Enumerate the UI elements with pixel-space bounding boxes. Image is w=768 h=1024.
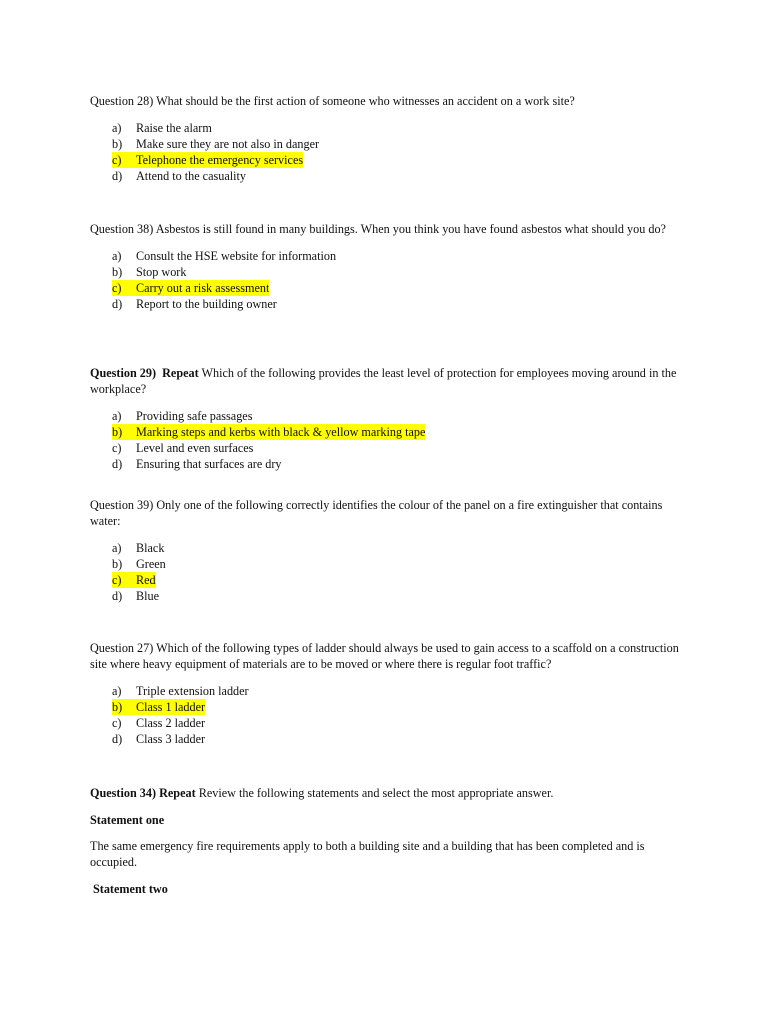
question-text <box>90 785 685 801</box>
question-text <box>90 640 685 672</box>
question-27 <box>90 640 685 747</box>
question-body: Only one of the following correctly identifies the colour of the panel on a fire extinguisher that contains water: <box>90 498 663 528</box>
question-39 <box>90 497 685 604</box>
question-number: Question 29) <box>90 366 157 380</box>
option-c-highlighted: c) Telephone the emergency services <box>112 153 304 167</box>
option-a: a) Triple extension ladder <box>112 684 249 698</box>
question-28 <box>90 93 685 184</box>
repeat-tag: Repeat <box>159 786 196 800</box>
options-list <box>90 248 685 312</box>
option-a: a) Black <box>112 541 165 555</box>
question-number: Question 34) <box>90 786 157 800</box>
question-text <box>90 221 685 237</box>
options-list <box>90 683 685 747</box>
option-d: d) Report to the building owner <box>112 297 277 311</box>
option-a: a) Raise the alarm <box>112 121 212 135</box>
option-b: b) Make sure they are not also in danger <box>112 137 320 151</box>
statement-one-heading: Statement one <box>90 813 165 827</box>
option-c: c) Class 2 ladder <box>112 716 206 730</box>
question-body: Which of the following types of ladder should always be used to gain access to a scaffold on a construction site where heavy equipment of materials are to be moved or where there is regular foot traffic? <box>90 641 679 671</box>
question-text <box>90 497 685 529</box>
question-body: What should be the first action of someone who witnesses an accident on a work site? <box>156 94 575 108</box>
option-d: d) Ensuring that surfaces are dry <box>112 457 282 471</box>
options-list <box>90 120 685 184</box>
question-text <box>90 365 685 397</box>
statement-one <box>90 812 685 828</box>
question-body: Which of the following provides the least level of protection for employees moving around in the workplace? <box>90 366 677 396</box>
option-b: b) Green <box>112 557 166 571</box>
repeat-tag: Repeat <box>162 366 199 380</box>
question-38 <box>90 221 685 312</box>
option-b: b) Stop work <box>112 265 187 279</box>
question-body: Asbestos is still found in many buildings. When you think you have found asbestos what should you do? <box>155 222 666 236</box>
options-list <box>90 408 685 472</box>
question-34 <box>90 785 685 801</box>
option-d: d) Attend to the casuality <box>112 169 246 183</box>
statement-one-text: The same emergency fire requirements apply to both a building site and a building that has been completed and is occupied. <box>90 839 645 869</box>
question-29 <box>90 365 685 472</box>
option-c-highlighted: c) Carry out a risk assessment <box>112 281 270 295</box>
option-d: d) Blue <box>112 589 160 603</box>
option-b-highlighted: b) Class 1 ladder <box>112 700 206 714</box>
option-a: a) Providing safe passages <box>112 409 253 423</box>
question-number: Question 39) <box>90 498 154 512</box>
options-list <box>90 540 685 604</box>
question-number: Question 27) <box>90 641 154 655</box>
question-body: Review the following statements and select the most appropriate answer. <box>198 786 554 800</box>
statement-two <box>93 881 688 897</box>
option-c-highlighted: c) Red <box>112 573 156 587</box>
option-a: a) Consult the HSE website for information <box>112 249 337 263</box>
statement-one-body <box>90 838 685 870</box>
question-number: Question 28) <box>90 94 154 108</box>
question-number: Question 38) <box>90 222 154 236</box>
option-b-highlighted: b) Marking steps and kerbs with black & yellow marking tape <box>112 425 426 439</box>
option-d: d) Class 3 ladder <box>112 732 206 746</box>
option-c: c) Level and even surfaces <box>112 441 254 455</box>
statement-two-heading: Statement two <box>93 882 168 896</box>
question-text <box>90 93 685 109</box>
